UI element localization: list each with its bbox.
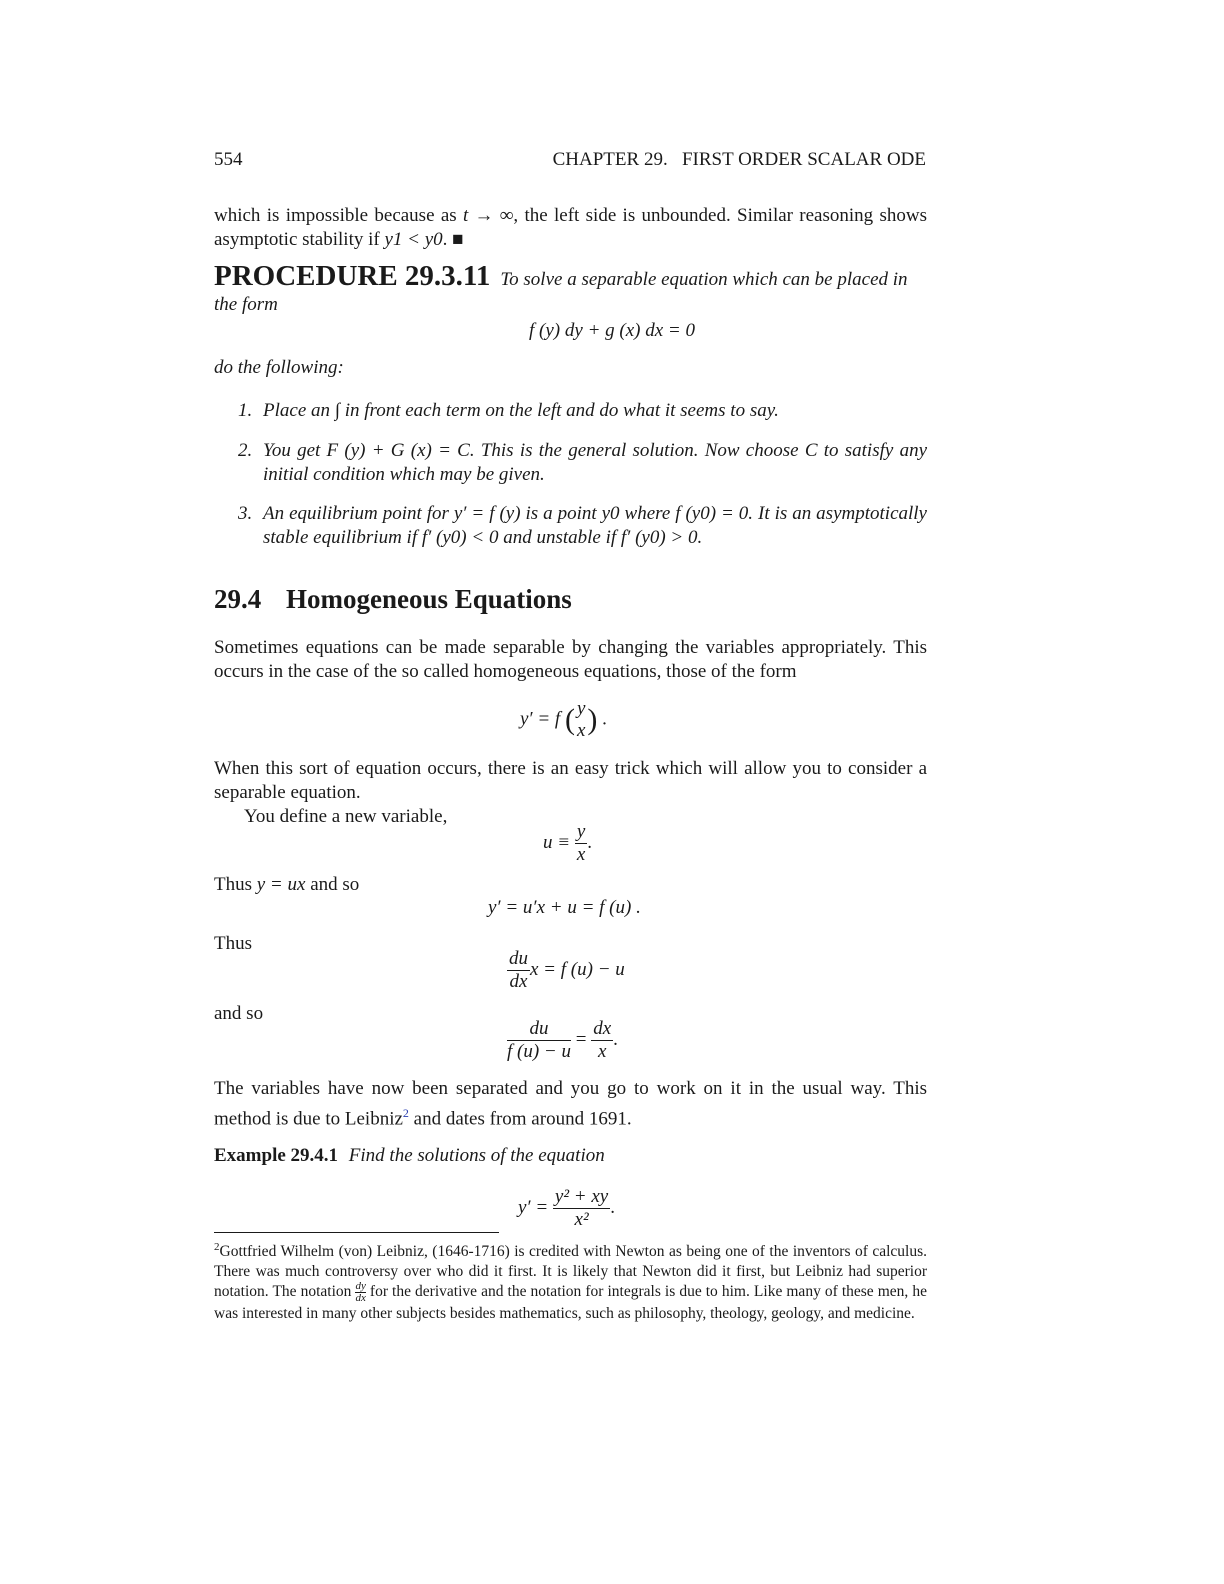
intro-paragraph: which is impossible because as t → ∞, the left side is unbounded. Similar reasoning shows asymptotic stability if y1 < y0. ■ <box>214 205 927 250</box>
procedure-equation: f (y) dy + g (x) dx = 0 <box>529 320 695 341</box>
step-3-number: 3. <box>238 503 253 524</box>
example-text: Find the solutions of the equation <box>348 1145 605 1166</box>
paragraph-trick: When this sort of equation occurs, there is an easy trick which will allow you to consider a separable equation. <box>214 758 927 803</box>
footnote-frac-num: dy <box>355 1280 366 1293</box>
procedure-follow: do the following: <box>214 357 344 378</box>
procedure-block <box>214 260 927 318</box>
eq1-fraction <box>575 698 587 742</box>
label-thus: Thus <box>214 933 252 954</box>
footnote <box>214 1238 927 1324</box>
equation-separated: $\frac{du}{f (u) - u}$ = $\frac{dx}{x}$ . <box>507 1018 618 1062</box>
equation-substitution: u ≡ $\frac{y}{x}$ . <box>543 821 593 865</box>
eq6-den: x² <box>574 1209 589 1230</box>
equation-du-dx <box>507 948 625 993</box>
procedure-lead: To solve a separable equation which can be placed in the form <box>214 269 908 315</box>
eq6-num: y² + xy <box>554 1186 609 1207</box>
eq2-lhs: u ≡ <box>543 831 571 853</box>
equation-example: y′ = $\frac{\text{y² + xy}}{\text{x²}}$ . <box>518 1186 615 1230</box>
thus-y-text-1: Thus <box>214 874 257 895</box>
step-2-text: You get F (y) + G (x) = C. This is the general solution. Now choose C to satisfy any initial condition which may be given. <box>263 440 927 485</box>
eq4-den: dx <box>509 971 528 992</box>
eq1-den: x <box>576 720 586 741</box>
label-and-so: and so <box>214 1003 264 1024</box>
page-number: 554 <box>214 149 243 170</box>
eq5-num-left: du <box>507 1018 571 1041</box>
procedure-title: PROCEDURE 29.3.11 <box>214 260 491 292</box>
footnote-text-2: for the derivative and the notation for integrals is due to him. Like many of these men, he was interested in many other subjects besides mathematics, such as philosophy, theology, geology, and medicine. <box>214 1283 927 1323</box>
eq1-num: y <box>576 698 586 719</box>
intro-text-2: , the left side is unbounded. Similar reasoning shows asymptotic stability if <box>214 205 927 250</box>
footnote-fraction <box>355 1281 365 1304</box>
eq5-den-right: x <box>597 1041 607 1062</box>
paragraph-homogeneous: Sometimes equations can be made separable by changing the variables appropriately. This occurs in the case of the so called homogeneous equations, those of the form <box>214 637 927 682</box>
step-2-number: 2. <box>238 440 253 461</box>
qed-mark: ■ <box>452 229 464 250</box>
section-heading <box>214 584 572 615</box>
step-1-text: Place an ∫ in front each term on the left and do what it seems to say. <box>263 400 779 421</box>
eq4-rest: x = f (u) − u <box>530 958 625 980</box>
footnote-frac-den: dx <box>355 1292 366 1305</box>
eq2-num: y <box>576 821 586 842</box>
eq2-den: x <box>576 844 586 865</box>
footnote-mark: 2 <box>214 1241 220 1253</box>
example-label: Example 29.4.1 <box>214 1145 339 1166</box>
eq5-num-right: dx <box>593 1018 612 1039</box>
paragraph-leibniz <box>214 1077 927 1131</box>
thus-y-text-2: and so <box>305 874 360 895</box>
example-block <box>214 1144 605 1168</box>
leibniz-text-1: The variables have now been separated and you go to work on it in the usual way. This method is due to Leibniz <box>214 1078 927 1130</box>
eq1-lhs: y′ = f <box>520 708 561 730</box>
eq5-fraction-right <box>591 1018 613 1063</box>
eq5-fraction-left <box>507 1018 571 1063</box>
leibniz-text-2: and dates from around 1691. <box>408 1108 632 1130</box>
section-title: Homogeneous Equations <box>286 584 572 614</box>
eq4-fraction <box>507 948 530 993</box>
eq6-lhs: y′ = <box>518 1196 549 1218</box>
paragraph-new-variable: You define a new variable, <box>244 806 448 827</box>
paragraph-thus-y <box>214 873 359 897</box>
equation-derivative: y′ = u′x + u = f (u) . <box>488 897 641 918</box>
step-3-text: An equilibrium point for y′ = f (y) is a point y0 where f (y0) = 0. It is an asymptotically stable equilibrium if f′ (y0) < 0 and unstable if f′ (y0) > 0. <box>263 503 927 548</box>
thus-y-expression: y = ux <box>256 874 306 895</box>
eq2-fraction <box>575 821 587 866</box>
running-title: CHAPTER 29. FIRST ORDER SCALAR ODE <box>552 149 926 170</box>
intro-text-1: which is impossible because as <box>214 205 463 226</box>
limit-expression: t → ∞ <box>462 205 514 226</box>
eq5-den-left: f (u) − u <box>507 1041 572 1062</box>
footnote-text-1: Gottfried Wilhelm (von) Leibniz, (1646-1716) is credited with Newton as being one of the inventors of calculus. There was much controversy over who did it first. It is likely that Newton did it first, but Leibniz had superior notation. The notation <box>214 1243 927 1301</box>
eq4-num: du <box>509 948 528 969</box>
equation-homogeneous-form: y′ = f ( y x ) . <box>520 698 607 741</box>
stability-condition: y1 < y0 <box>384 229 443 250</box>
section-number: 29.4 <box>214 584 262 614</box>
eq6-fraction <box>553 1186 610 1231</box>
footnote-rule <box>214 1232 499 1233</box>
step-1-number: 1. <box>238 400 253 421</box>
footnote-reference[interactable]: 2 <box>402 1106 409 1120</box>
